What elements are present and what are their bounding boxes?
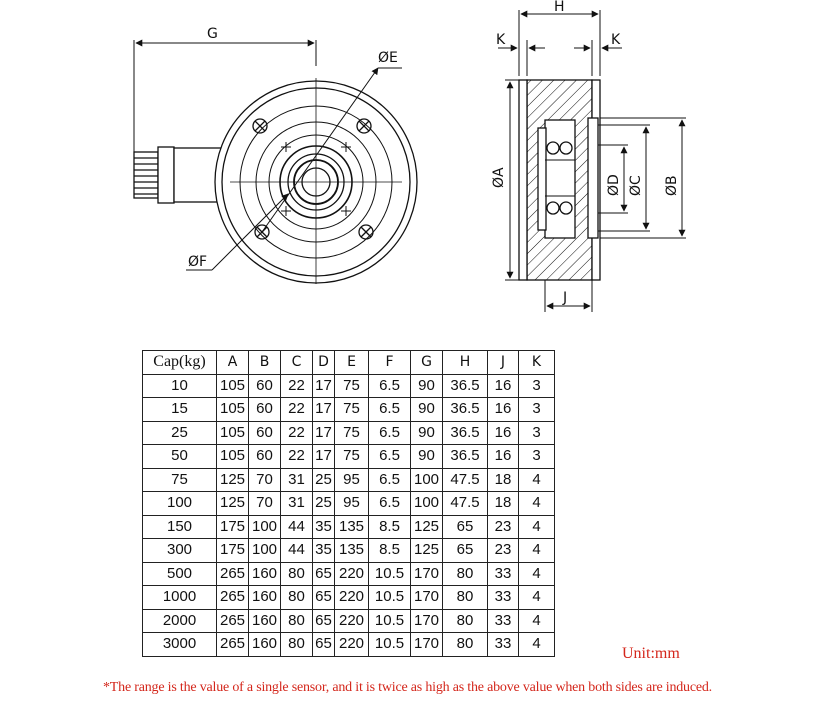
table-row — [143, 445, 555, 469]
table-cell: 16 — [488, 445, 519, 469]
table-cell: 220 — [335, 609, 369, 633]
table-cell: 90 — [411, 445, 443, 469]
table-cell: 220 — [335, 586, 369, 610]
table-cell: 65 — [443, 515, 488, 539]
table-cell: 18 — [488, 468, 519, 492]
table-cell: 160 — [249, 586, 281, 610]
col-header-f: F — [369, 351, 411, 375]
table-cell: 125 — [411, 515, 443, 539]
table-cell: 160 — [249, 562, 281, 586]
dim-label-d: ØD — [606, 174, 622, 196]
technical-drawing — [0, 0, 815, 340]
col-header-a: A — [217, 351, 249, 375]
table-cell: 220 — [335, 562, 369, 586]
table-cell: 80 — [443, 633, 488, 657]
table-cell: 22 — [281, 398, 313, 422]
table-cell: 17 — [313, 445, 335, 469]
table-cell: 31 — [281, 468, 313, 492]
table-cell: 160 — [249, 609, 281, 633]
cable-connector — [134, 147, 222, 203]
table-cell: 3000 — [143, 633, 217, 657]
table-cell: 105 — [217, 445, 249, 469]
table-cell: 18 — [488, 492, 519, 516]
table-cell: 75 — [335, 374, 369, 398]
table-cell: 36.5 — [443, 445, 488, 469]
dim-label-b: ØB — [664, 175, 680, 196]
table-cell: 3 — [519, 398, 555, 422]
table-cell: 33 — [488, 633, 519, 657]
table-cell: 65 — [313, 609, 335, 633]
table-cell: 70 — [249, 468, 281, 492]
table-cell: 105 — [217, 398, 249, 422]
table-cell: 175 — [217, 539, 249, 563]
table-cell: 36.5 — [443, 374, 488, 398]
table-cell: 17 — [313, 421, 335, 445]
table-cell: 100 — [249, 539, 281, 563]
dim-label-e: ØE — [378, 50, 398, 66]
table-row — [143, 539, 555, 563]
table-cell: 6.5 — [369, 398, 411, 422]
table-cell: 170 — [411, 586, 443, 610]
table-cell: 10.5 — [369, 609, 411, 633]
table-cell: 80 — [443, 586, 488, 610]
col-header-h: H — [443, 351, 488, 375]
table-cell: 220 — [335, 633, 369, 657]
dim-label-k-left: K — [496, 32, 506, 48]
table-cell: 265 — [217, 633, 249, 657]
table-cell: 80 — [443, 562, 488, 586]
table-cell: 100 — [143, 492, 217, 516]
table-row — [143, 421, 555, 445]
table-cell: 150 — [143, 515, 217, 539]
table-cell: 80 — [281, 562, 313, 586]
table-cell: 100 — [411, 468, 443, 492]
table-cell: 60 — [249, 398, 281, 422]
table-cell: 47.5 — [443, 492, 488, 516]
table-cell: 500 — [143, 562, 217, 586]
col-header-k: K — [519, 351, 555, 375]
table-cell: 10.5 — [369, 586, 411, 610]
table-cell: 65 — [313, 586, 335, 610]
table-cell: 8.5 — [369, 539, 411, 563]
col-header-d: D — [313, 351, 335, 375]
table-cell: 95 — [335, 492, 369, 516]
table-cell: 105 — [217, 421, 249, 445]
table-cell: 170 — [411, 562, 443, 586]
table-cell: 95 — [335, 468, 369, 492]
table-cell: 65 — [443, 539, 488, 563]
table-row — [143, 468, 555, 492]
table-cell: 6.5 — [369, 492, 411, 516]
table-cell: 16 — [488, 374, 519, 398]
table-cell: 100 — [249, 515, 281, 539]
table-cell: 80 — [281, 609, 313, 633]
table-cell: 44 — [281, 515, 313, 539]
table-cell: 44 — [281, 539, 313, 563]
table-row — [143, 398, 555, 422]
col-header-c: C — [281, 351, 313, 375]
table-cell: 3 — [519, 421, 555, 445]
table-cell: 65 — [313, 633, 335, 657]
table-cell: 36.5 — [443, 421, 488, 445]
table-cell: 3 — [519, 445, 555, 469]
dim-label-c: ØC — [628, 175, 644, 196]
table-cell: 4 — [519, 562, 555, 586]
table-cell: 10 — [143, 374, 217, 398]
footnote: *The range is the value of a single sensor, and it is twice as high as the above value when both sides are induced. — [103, 680, 712, 695]
col-header-e: E — [335, 351, 369, 375]
table-cell: 23 — [488, 539, 519, 563]
table-cell: 125 — [411, 539, 443, 563]
table-cell: 50 — [143, 445, 217, 469]
table-cell: 65 — [313, 562, 335, 586]
table-cell: 8.5 — [369, 515, 411, 539]
table-cell: 33 — [488, 609, 519, 633]
table-cell: 75 — [335, 421, 369, 445]
table-cell: 125 — [217, 492, 249, 516]
table-cell: 300 — [143, 539, 217, 563]
table-cell: 22 — [281, 421, 313, 445]
dim-label-k-right: K — [611, 32, 621, 48]
table-header-row — [143, 351, 555, 375]
table-cell: 4 — [519, 468, 555, 492]
table-cell: 265 — [217, 586, 249, 610]
table-cell: 22 — [281, 374, 313, 398]
table-cell: 35 — [313, 515, 335, 539]
dim-label-f: ØF — [188, 254, 208, 270]
table-cell: 6.5 — [369, 445, 411, 469]
table-cell: 105 — [217, 374, 249, 398]
unit-label: Unit:mm — [622, 645, 680, 662]
table-cell: 4 — [519, 609, 555, 633]
table-cell: 135 — [335, 515, 369, 539]
table-cell: 33 — [488, 586, 519, 610]
table-cell: 265 — [217, 609, 249, 633]
table-row — [143, 633, 555, 657]
table-row — [143, 515, 555, 539]
table-cell: 170 — [411, 633, 443, 657]
table-body — [143, 374, 555, 656]
table-cell: 36.5 — [443, 398, 488, 422]
table-cell: 175 — [217, 515, 249, 539]
table-cell: 47.5 — [443, 468, 488, 492]
table-row — [143, 374, 555, 398]
col-header-b: B — [249, 351, 281, 375]
dim-label-g: G — [207, 26, 218, 42]
table-cell: 25 — [143, 421, 217, 445]
table-cell: 125 — [217, 468, 249, 492]
table-cell: 16 — [488, 398, 519, 422]
table-cell: 10.5 — [369, 562, 411, 586]
table-row — [143, 492, 555, 516]
table-row — [143, 562, 555, 586]
table-cell: 170 — [411, 609, 443, 633]
table-cell: 25 — [313, 492, 335, 516]
table-cell: 60 — [249, 445, 281, 469]
table-cell: 4 — [519, 492, 555, 516]
table-cell: 17 — [313, 398, 335, 422]
table-cell: 160 — [249, 633, 281, 657]
table-cell: 6.5 — [369, 421, 411, 445]
table-row — [143, 609, 555, 633]
table-cell: 2000 — [143, 609, 217, 633]
table-cell: 25 — [313, 468, 335, 492]
table-cell: 135 — [335, 539, 369, 563]
table-cell: 60 — [249, 374, 281, 398]
table-cell: 100 — [411, 492, 443, 516]
front-view — [134, 26, 417, 284]
table-cell: 15 — [143, 398, 217, 422]
dim-label-a: ØA — [491, 167, 507, 188]
table-cell: 70 — [249, 492, 281, 516]
table-cell: 4 — [519, 515, 555, 539]
side-view — [491, 0, 686, 312]
table-cell: 22 — [281, 445, 313, 469]
table-cell: 75 — [335, 398, 369, 422]
spec-table — [142, 350, 555, 657]
table-cell: 80 — [281, 586, 313, 610]
table-cell: 35 — [313, 539, 335, 563]
table-cell: 90 — [411, 398, 443, 422]
col-header-cap: Cap(kg) — [143, 351, 217, 375]
dim-label-j: J — [563, 290, 568, 306]
table-cell: 4 — [519, 633, 555, 657]
table-cell: 4 — [519, 586, 555, 610]
table-cell: 90 — [411, 421, 443, 445]
table-row — [143, 586, 555, 610]
table-cell: 75 — [335, 445, 369, 469]
table-cell: 33 — [488, 562, 519, 586]
table-cell: 60 — [249, 421, 281, 445]
table-cell: 6.5 — [369, 374, 411, 398]
table-cell: 16 — [488, 421, 519, 445]
table-cell: 17 — [313, 374, 335, 398]
table-cell: 1000 — [143, 586, 217, 610]
table-cell: 10.5 — [369, 633, 411, 657]
table-cell: 75 — [143, 468, 217, 492]
table-cell: 23 — [488, 515, 519, 539]
dim-label-h: H — [554, 0, 565, 15]
table-cell: 3 — [519, 374, 555, 398]
table-cell: 80 — [281, 633, 313, 657]
col-header-g: G — [411, 351, 443, 375]
table-cell: 265 — [217, 562, 249, 586]
table-cell: 31 — [281, 492, 313, 516]
table-cell: 80 — [443, 609, 488, 633]
table-cell: 6.5 — [369, 468, 411, 492]
col-header-j: J — [488, 351, 519, 375]
table-cell: 4 — [519, 539, 555, 563]
table-cell: 90 — [411, 374, 443, 398]
